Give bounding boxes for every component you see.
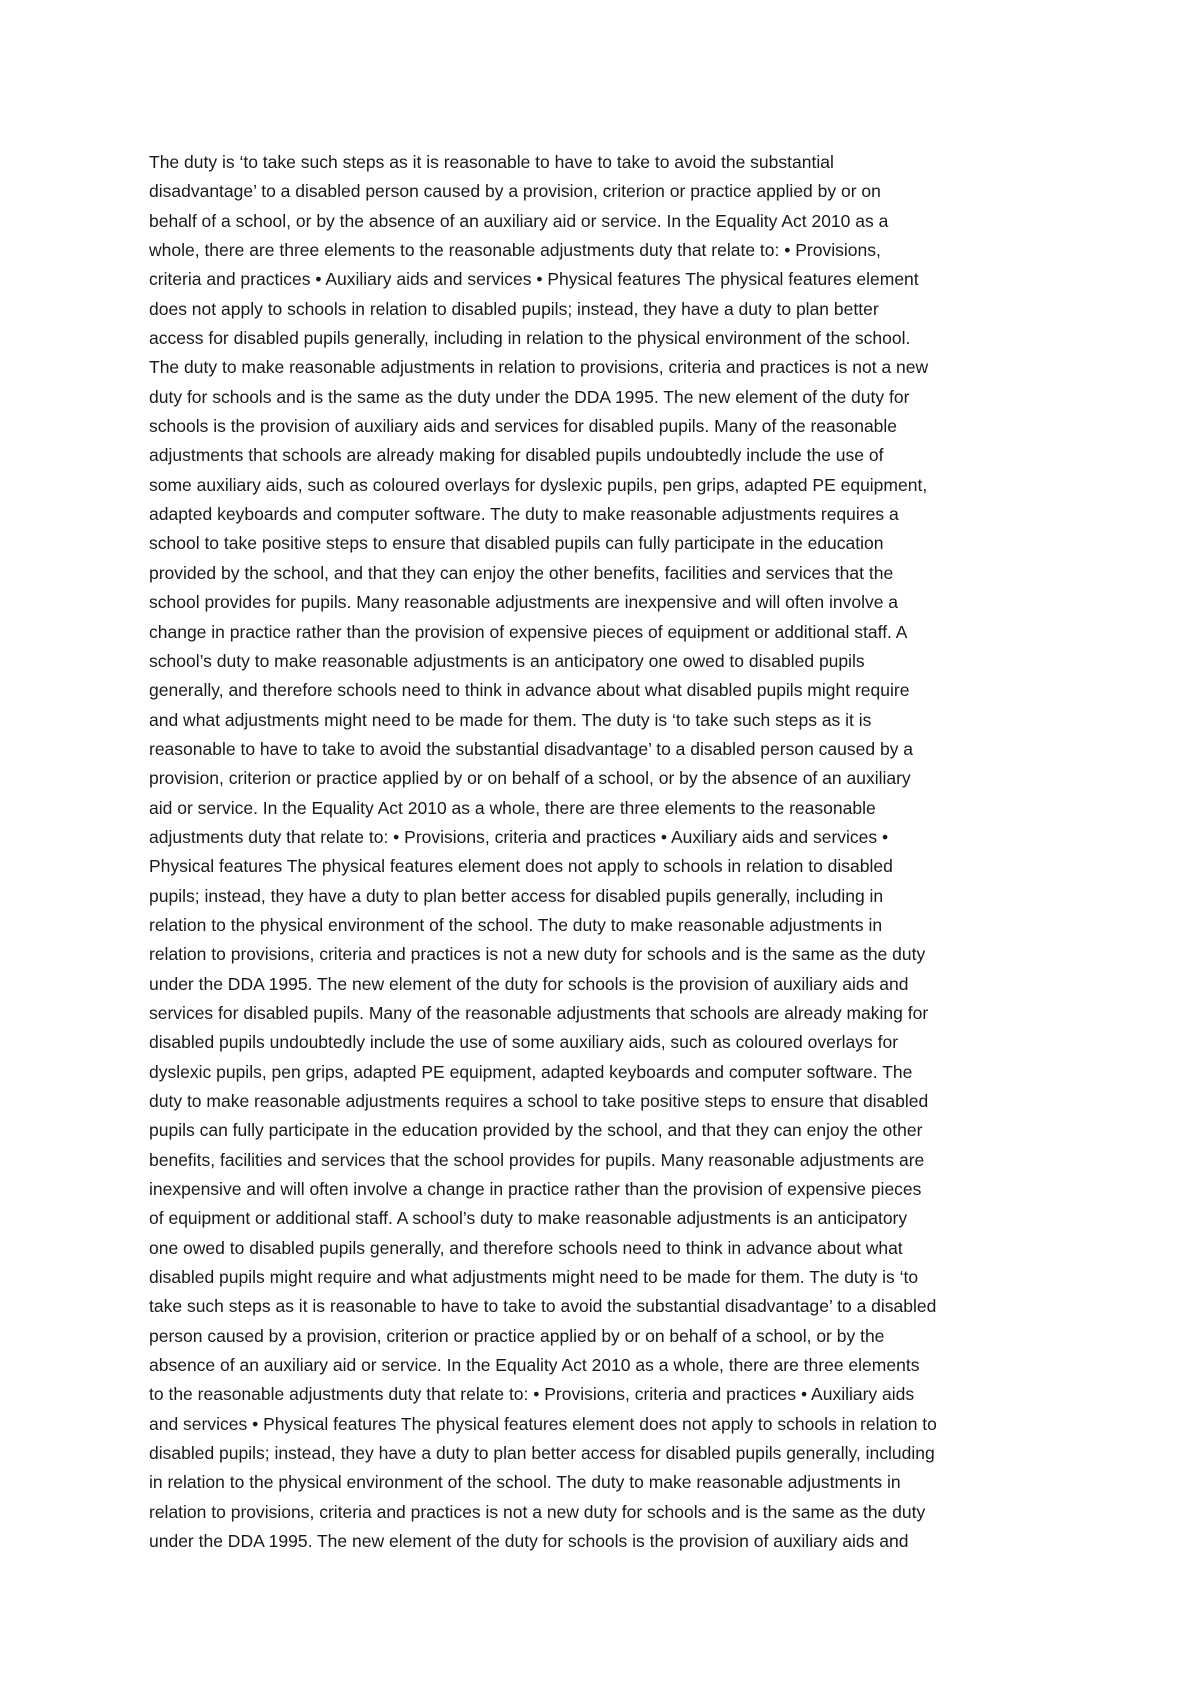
text-line: relation to the physical environment of the school. The duty to make reasonable adjustments in (149, 914, 883, 935)
text-line: adapted keyboards and computer software. The duty to make reasonable adjustments requires a (149, 504, 899, 525)
text-line: provided by the school, and that they can enjoy the other benefits, facilities and services that the (149, 562, 894, 583)
text-line: disabled pupils undoubtedly include the use of some auxiliary aids, such as coloured overlays for (149, 1032, 899, 1053)
text-line: one owed to disabled pupils generally, and therefore schools need to think in advance about what (149, 1237, 903, 1258)
text-line: criteria and practices • Auxiliary aids and services • Physical features The physical features element (149, 269, 919, 290)
text-line: services for disabled pupils. Many of the reasonable adjustments that schools are already making for (149, 1002, 929, 1023)
text-line: relation to provisions, criteria and practices is not a new duty for schools and is the same as the duty (149, 1501, 926, 1522)
text-line: change in practice rather than the provision of expensive pieces of equipment or additional staff. A (149, 621, 908, 642)
text-line: provision, criterion or practice applied by or on behalf of a school, or by the absence of an auxiliary (149, 768, 911, 789)
text-line: duty to make reasonable adjustments requires a school to take positive steps to ensure that disabled (149, 1091, 929, 1111)
body-paragraph (149, 148, 1069, 1557)
text-line: absence of an auxiliary aid or service. In the Equality Act 2010 as a whole, there are three elements (149, 1355, 920, 1376)
text-line: in relation to the physical environment of the school. The duty to make reasonable adjustments in (149, 1472, 901, 1493)
text-line: of equipment or additional staff. A school’s duty to make reasonable adjustments is an anticipatory (149, 1208, 908, 1229)
text-line: The duty is ‘to take such steps as it is reasonable to have to take to avoid the substantial (149, 152, 834, 172)
text-line: pupils; instead, they have a duty to plan better access for disabled pupils generally, including in (149, 885, 884, 906)
text-line: adjustments that schools are already making for disabled pupils undoubtedly include the use of (149, 445, 884, 466)
text-line: dyslexic pupils, pen grips, adapted PE equipment, adapted keyboards and computer software. The (149, 1061, 913, 1082)
text-line: school’s duty to make reasonable adjustments is an anticipatory one owed to disabled pupils (149, 650, 865, 671)
text-line: person caused by a provision, criterion or practice applied by or on behalf of a school, or by the (149, 1325, 885, 1346)
text-line: and services • Physical features The physical features element does not apply to schools in relation to (149, 1413, 937, 1434)
text-line: school to take positive steps to ensure that disabled pupils can fully participate in the education (149, 533, 884, 554)
text-line: take such steps as it is reasonable to have to take to avoid the substantial disadvantage’ to a disabled (149, 1296, 937, 1317)
text-line: under the DDA 1995. The new element of the duty for schools is the provision of auxiliary aids and (149, 973, 909, 994)
text-line: adjustments duty that relate to: • Provisions, criteria and practices • Auxiliary aids and services • (149, 826, 889, 847)
text-line: does not apply to schools in relation to disabled pupils; instead, they have a duty to plan better (149, 298, 879, 319)
text-line: Physical features The physical features element does not apply to schools in relation to disabled (149, 856, 893, 877)
text-line: access for disabled pupils generally, including in relation to the physical environment of the school. (149, 328, 911, 349)
text-line: whole, there are three elements to the reasonable adjustments duty that relate to: • Provisions, (149, 240, 881, 261)
text-line: to the reasonable adjustments duty that relate to: • Provisions, criteria and practices • Auxiliary aids (149, 1384, 915, 1405)
text-line: disadvantage’ to a disabled person caused by a provision, criterion or practice applied by or on (149, 181, 881, 202)
text-line: school provides for pupils. Many reasonable adjustments are inexpensive and will often involve a (149, 592, 899, 613)
text-line: reasonable to have to take to avoid the substantial disadvantage’ to a disabled person caused by a (149, 738, 914, 759)
text-line: The duty to make reasonable adjustments in relation to provisions, criteria and practices is not a new (149, 357, 929, 378)
text-line: schools is the provision of auxiliary aids and services for disabled pupils. Many of the reasonable (149, 416, 898, 437)
text-line: under the DDA 1995. The new element of the duty for schools is the provision of auxiliary aids and (149, 1531, 909, 1552)
text-line: aid or service. In the Equality Act 2010 as a whole, there are three elements to the reasonable (149, 797, 876, 818)
text-line: relation to provisions, criteria and practices is not a new duty for schools and is the same as the duty (149, 944, 926, 965)
text-line: disabled pupils; instead, they have a duty to plan better access for disabled pupils generally, including (149, 1443, 935, 1464)
text-line: some auxiliary aids, such as coloured overlays for dyslexic pupils, pen grips, adapted PE equipment, (149, 474, 928, 495)
text-line: duty for schools and is the same as the duty under the DDA 1995. The new element of the duty for (149, 386, 910, 407)
text-line: benefits, facilities and services that the school provides for pupils. Many reasonable adjustments are (149, 1149, 925, 1170)
text-line: disabled pupils might require and what adjustments might need to be made for them. The duty is ‘to (149, 1267, 919, 1288)
text-line: inexpensive and will often involve a change in practice rather than the provision of expensive pieces (149, 1179, 922, 1200)
text-line: pupils can fully participate in the education provided by the school, and that they can enjoy the other (149, 1120, 923, 1141)
text-line: behalf of a school, or by the absence of an auxiliary aid or service. In the Equality Act 2010 as a (149, 210, 889, 231)
text-line: and what adjustments might need to be made for them. The duty is ‘to take such steps as it is (149, 709, 872, 730)
text-line: generally, and therefore schools need to think in advance about what disabled pupils might require (149, 680, 910, 701)
